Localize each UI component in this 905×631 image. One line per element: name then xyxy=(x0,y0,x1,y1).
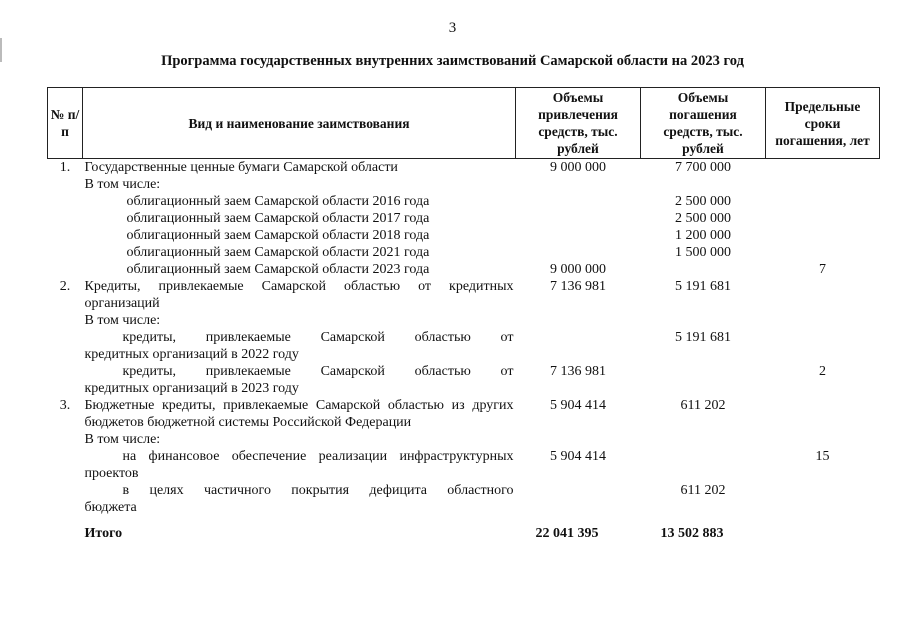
total-number-cell xyxy=(48,516,83,542)
row-number xyxy=(48,210,83,227)
row-attraction: 5 904 414 xyxy=(550,449,606,464)
header-num: № п/п xyxy=(48,88,83,159)
row-number xyxy=(48,193,83,210)
table-row xyxy=(48,159,880,177)
table-row xyxy=(48,261,880,278)
total-repayment: 13 502 883 xyxy=(660,526,724,541)
row-number xyxy=(48,431,83,448)
table-row xyxy=(48,431,880,448)
row-repayment xyxy=(641,363,766,397)
row-name-line2: бюджета xyxy=(84,500,137,515)
row-name: облигационный заем Самарской области 2016 года xyxy=(126,194,430,209)
row-repayment: 2 500 000 xyxy=(675,194,731,209)
table-row xyxy=(48,329,880,363)
row-name xyxy=(83,482,516,516)
row-repayment xyxy=(641,176,766,193)
table-row xyxy=(48,244,880,261)
total-label: Итого xyxy=(84,526,123,541)
row-repayment: 1 500 000 xyxy=(675,245,731,260)
row-attraction: 7 136 981 xyxy=(550,279,606,294)
row-term xyxy=(766,244,880,261)
row-name-line2: кредитных организаций в 2023 году xyxy=(84,381,299,396)
row-name: В том числе: xyxy=(84,432,161,447)
row-attraction: 5 904 414 xyxy=(550,398,606,413)
row-term xyxy=(766,159,880,177)
row-name-line1: кредиты, привлекаемые Самарской областью от xyxy=(122,364,514,379)
row-attraction: 9 000 000 xyxy=(550,160,606,175)
header-attraction: Объемы привлечения средств, тыс. рублей xyxy=(516,88,641,159)
row-name-line2: кредитных организаций в 2022 году xyxy=(84,347,299,362)
row-term xyxy=(766,193,880,210)
row-term xyxy=(766,210,880,227)
row-number xyxy=(48,227,83,244)
row-name-line1: на финансовое обеспечение реализации инфраструктурных xyxy=(122,449,514,464)
row-number: 2. xyxy=(59,279,71,294)
row-term: 15 xyxy=(815,449,830,464)
row-repayment xyxy=(641,312,766,329)
row-term xyxy=(766,312,880,329)
row-term xyxy=(766,227,880,244)
row-name: В том числе: xyxy=(84,177,161,192)
row-name: Бюджетные кредиты, привлекаемые Самарской областью из других бюджетов бюджетной системы Российской Федерации xyxy=(84,398,514,430)
row-attraction xyxy=(516,210,641,227)
row-repayment: 5 191 681 xyxy=(675,330,731,345)
document-title: Программа государственных внутренних заимствований Самарской области на 2023 год xyxy=(161,53,744,69)
row-name: В том числе: xyxy=(84,313,161,328)
table-row xyxy=(48,482,880,516)
header-term: Предельные сроки погашения, лет xyxy=(766,88,880,159)
table-row xyxy=(48,363,880,397)
page-number: 3 xyxy=(448,20,457,36)
row-number xyxy=(48,244,83,261)
header-repayment: Объемы погашения средств, тыс. рублей xyxy=(641,88,766,159)
table-row xyxy=(48,397,880,431)
row-name: Кредиты, привлекаемые Самарской областью от кредитных организаций xyxy=(84,279,514,311)
table-row xyxy=(48,227,880,244)
row-term xyxy=(766,329,880,363)
row-term xyxy=(766,397,880,431)
total-row xyxy=(48,516,880,542)
row-name xyxy=(83,329,516,363)
row-number: 1. xyxy=(59,160,71,175)
row-attraction xyxy=(516,329,641,363)
row-term xyxy=(766,278,880,312)
row-attraction: 9 000 000 xyxy=(550,262,606,277)
row-term: 2 xyxy=(819,364,826,379)
row-name: облигационный заем Самарской области 2023 года xyxy=(126,262,430,277)
table-row xyxy=(48,210,880,227)
table-row xyxy=(48,448,880,482)
row-repayment xyxy=(641,431,766,448)
row-number xyxy=(48,176,83,193)
row-number xyxy=(48,482,83,516)
row-number: 3. xyxy=(59,398,71,413)
borrowing-program-table xyxy=(47,87,880,542)
row-number xyxy=(48,363,83,397)
table-row xyxy=(48,193,880,210)
row-term xyxy=(766,482,880,516)
row-repayment: 611 202 xyxy=(680,483,726,498)
row-repayment: 2 500 000 xyxy=(675,211,731,226)
row-term xyxy=(766,176,880,193)
row-repayment: 611 202 xyxy=(680,398,726,413)
row-name xyxy=(83,448,516,482)
row-repayment xyxy=(641,261,766,278)
row-number xyxy=(48,329,83,363)
row-name: Государственные ценные бумаги Самарской области xyxy=(84,160,398,175)
row-number xyxy=(48,312,83,329)
table-row xyxy=(48,176,880,193)
row-number xyxy=(48,261,83,278)
row-repayment: 1 200 000 xyxy=(675,228,731,243)
row-name: облигационный заем Самарской области 2017 года xyxy=(126,211,430,226)
header-name: Вид и наименование заимствования xyxy=(83,88,516,159)
row-attraction xyxy=(516,244,641,261)
row-term: 7 xyxy=(819,262,826,277)
table-header-row xyxy=(48,88,880,159)
row-name-line1: в целях частичного покрытия дефицита областного xyxy=(122,483,514,498)
table-row xyxy=(48,278,880,312)
row-repayment xyxy=(641,448,766,482)
row-number xyxy=(48,448,83,482)
row-attraction xyxy=(516,431,641,448)
row-name-line1: кредиты, привлекаемые Самарской областью от xyxy=(122,330,514,345)
row-repayment: 5 191 681 xyxy=(675,279,731,294)
row-attraction xyxy=(516,176,641,193)
row-attraction xyxy=(516,482,641,516)
row-name: облигационный заем Самарской области 2018 года xyxy=(126,228,430,243)
row-attraction xyxy=(516,312,641,329)
row-name: облигационный заем Самарской области 2021 года xyxy=(126,245,430,260)
total-attraction: 22 041 395 xyxy=(535,526,599,541)
row-repayment: 7 700 000 xyxy=(675,160,731,175)
row-name xyxy=(83,363,516,397)
row-term xyxy=(766,431,880,448)
row-name-line2: проектов xyxy=(84,466,139,481)
row-attraction xyxy=(516,227,641,244)
table-row xyxy=(48,312,880,329)
total-term-cell xyxy=(766,516,880,542)
row-attraction xyxy=(516,193,641,210)
row-attraction: 7 136 981 xyxy=(550,364,606,379)
